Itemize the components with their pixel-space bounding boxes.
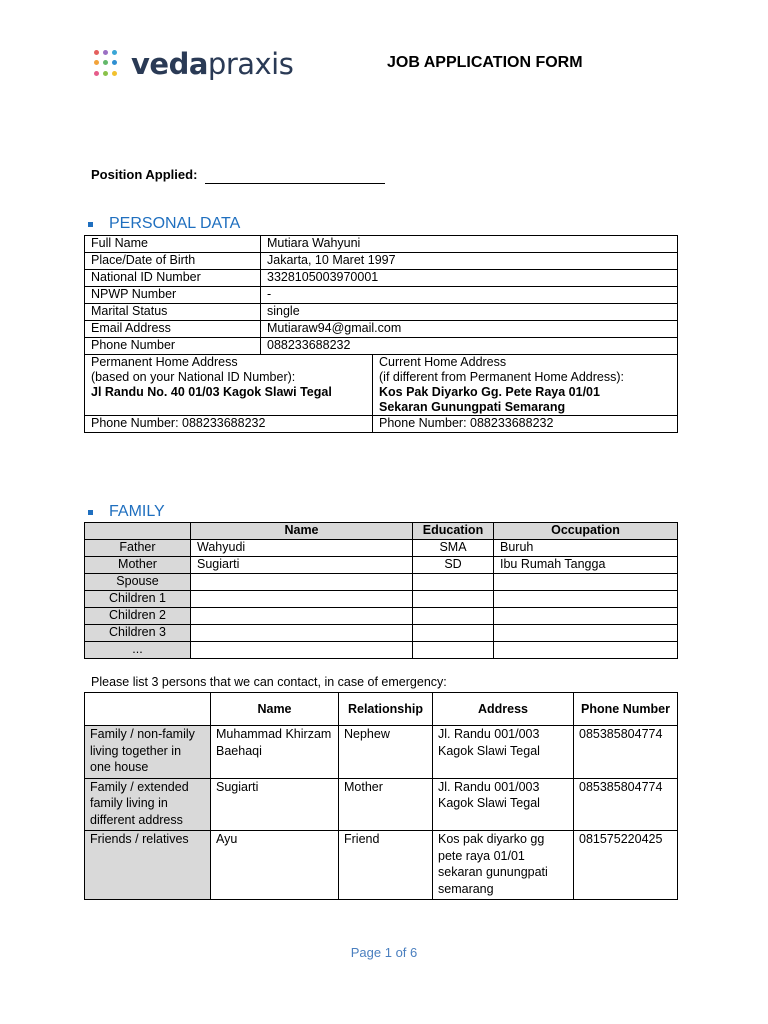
emergency-category-cell: Family / extended family living in different address bbox=[85, 778, 211, 831]
personal-row bbox=[85, 338, 678, 355]
family-row bbox=[85, 591, 678, 608]
emergency-name-cell: Ayu bbox=[211, 831, 339, 900]
family-relation-cell: Father bbox=[85, 540, 191, 557]
personal-label: Email Address bbox=[85, 321, 261, 338]
personal-data-table bbox=[84, 235, 678, 433]
logo-dot bbox=[94, 50, 99, 55]
emergency-address-cell: Jl. Randu 001/003 Kagok Slawi Tegal bbox=[433, 726, 574, 779]
bullet-icon bbox=[88, 222, 93, 227]
personal-label: Full Name bbox=[85, 236, 261, 253]
family-occupation-cell bbox=[494, 608, 678, 625]
family-name-cell bbox=[191, 574, 413, 591]
emergency-col-name: Name bbox=[211, 693, 339, 726]
family-occupation-cell bbox=[494, 625, 678, 642]
permanent-address-label: Permanent Home Address bbox=[91, 355, 238, 369]
current-phone: Phone Number: 088233688232 bbox=[373, 416, 678, 433]
logo-dot bbox=[94, 60, 99, 65]
family-occupation-cell bbox=[494, 642, 678, 659]
emergency-address-cell: Jl. Randu 001/003 Kagok Slawi Tegal bbox=[433, 778, 574, 831]
family-relation-cell: Children 2 bbox=[85, 608, 191, 625]
emergency-row bbox=[85, 831, 678, 900]
family-relation-cell: ... bbox=[85, 642, 191, 659]
logo-dots-icon bbox=[94, 50, 122, 78]
family-col-occupation: Occupation bbox=[494, 523, 678, 540]
personal-value: single bbox=[261, 304, 678, 321]
emergency-relationship-cell: Friend bbox=[339, 831, 433, 900]
current-address-label: Current Home Address bbox=[379, 355, 507, 369]
family-row bbox=[85, 574, 678, 591]
family-occupation-cell: Buruh bbox=[494, 540, 678, 557]
family-name-cell: Wahyudi bbox=[191, 540, 413, 557]
family-row bbox=[85, 625, 678, 642]
emergency-name-cell: Sugiarti bbox=[211, 778, 339, 831]
personal-data-heading bbox=[85, 215, 240, 233]
personal-value: Jakarta, 10 Maret 1997 bbox=[261, 253, 678, 270]
emergency-category-cell: Friends / relatives bbox=[85, 831, 211, 900]
personal-row bbox=[85, 321, 678, 338]
emergency-phone-cell: 085385804774 bbox=[574, 726, 678, 779]
family-row bbox=[85, 608, 678, 625]
family-col-relation bbox=[85, 523, 191, 540]
emergency-row bbox=[85, 778, 678, 831]
personal-data-title: PERSONAL DATA bbox=[109, 215, 241, 232]
family-row bbox=[85, 540, 678, 557]
personal-value: Mutiaraw94@gmail.com bbox=[261, 321, 678, 338]
current-address-cell bbox=[373, 355, 678, 416]
emergency-header-row bbox=[85, 693, 678, 726]
logo-dot bbox=[103, 50, 108, 55]
emergency-contacts-table bbox=[84, 692, 678, 900]
personal-row bbox=[85, 253, 678, 270]
family-name-cell bbox=[191, 625, 413, 642]
family-education-cell bbox=[413, 642, 494, 659]
current-address-value-2: Sekaran Gunungpati Semarang bbox=[379, 400, 566, 414]
personal-row bbox=[85, 236, 678, 253]
logo-dot bbox=[112, 71, 117, 76]
family-education-cell: SMA bbox=[413, 540, 494, 557]
family-name-cell bbox=[191, 608, 413, 625]
emergency-col-relationship: Relationship bbox=[339, 693, 433, 726]
personal-row bbox=[85, 304, 678, 321]
family-occupation-cell bbox=[494, 591, 678, 608]
emergency-phone-cell: 081575220425 bbox=[574, 831, 678, 900]
personal-label: Marital Status bbox=[85, 304, 261, 321]
address-row bbox=[85, 355, 678, 416]
family-col-education: Education bbox=[413, 523, 494, 540]
emergency-relationship-cell: Nephew bbox=[339, 726, 433, 779]
family-col-name: Name bbox=[191, 523, 413, 540]
vedapraxis-logo bbox=[94, 44, 293, 84]
permanent-address-cell bbox=[85, 355, 373, 416]
family-header-row bbox=[85, 523, 678, 540]
emergency-address-cell: Kos pak diyarko gg pete raya 01/01 sekaran gunungpati semarang bbox=[433, 831, 574, 900]
family-education-cell bbox=[413, 608, 494, 625]
permanent-phone: Phone Number: 088233688232 bbox=[85, 416, 373, 433]
page-number: Page 1 of 6 bbox=[350, 945, 418, 960]
personal-label: NPWP Number bbox=[85, 287, 261, 304]
logo-dot bbox=[103, 71, 108, 76]
family-education-cell bbox=[413, 591, 494, 608]
personal-label: Phone Number bbox=[85, 338, 261, 355]
emergency-col-phone: Phone Number bbox=[574, 693, 678, 726]
family-occupation-cell bbox=[494, 574, 678, 591]
position-applied-field[interactable] bbox=[205, 183, 385, 184]
family-education-cell: SD bbox=[413, 557, 494, 574]
emergency-name-cell: Muhammad Khirzam Baehaqi bbox=[211, 726, 339, 779]
logo-wordmark: vedapraxis bbox=[131, 47, 294, 81]
emergency-col-category bbox=[85, 693, 211, 726]
personal-row bbox=[85, 270, 678, 287]
family-occupation-cell: Ibu Rumah Tangga bbox=[494, 557, 678, 574]
form-title: JOB APPLICATION FORM bbox=[387, 54, 583, 71]
permanent-address-value: Jl Randu No. 40 01/03 Kagok Slawi Tegal bbox=[91, 385, 332, 399]
family-name-cell bbox=[191, 642, 413, 659]
family-row bbox=[85, 642, 678, 659]
emergency-category-cell: Family / non-family living together in one house bbox=[85, 726, 211, 779]
emergency-col-address: Address bbox=[433, 693, 574, 726]
emergency-relationship-cell: Mother bbox=[339, 778, 433, 831]
current-address-sublabel: (if different from Permanent Home Address): bbox=[379, 370, 625, 384]
emergency-phone-cell: 085385804774 bbox=[574, 778, 678, 831]
family-heading bbox=[85, 503, 165, 521]
family-table bbox=[84, 522, 678, 659]
family-education-cell bbox=[413, 574, 494, 591]
personal-label: Place/Date of Birth bbox=[85, 253, 261, 270]
personal-value: 088233688232 bbox=[261, 338, 678, 355]
emergency-note: Please list 3 persons that we can contact, in case of emergency: bbox=[91, 675, 447, 689]
address-phone-row bbox=[85, 416, 678, 433]
family-title: FAMILY bbox=[109, 503, 165, 520]
personal-value: Mutiara Wahyuni bbox=[261, 236, 678, 253]
personal-label: National ID Number bbox=[85, 270, 261, 287]
emergency-row bbox=[85, 726, 678, 779]
logo-dot bbox=[103, 60, 108, 65]
position-applied-label: Position Applied: bbox=[91, 167, 198, 182]
family-relation-cell: Mother bbox=[85, 557, 191, 574]
personal-value: - bbox=[261, 287, 678, 304]
family-relation-cell: Children 3 bbox=[85, 625, 191, 642]
current-address-value-1: Kos Pak Diyarko Gg. Pete Raya 01/01 bbox=[379, 385, 600, 399]
personal-value: 3328105003970001 bbox=[261, 270, 678, 287]
bullet-icon bbox=[88, 510, 93, 515]
family-name-cell: Sugiarti bbox=[191, 557, 413, 574]
personal-row bbox=[85, 287, 678, 304]
family-education-cell bbox=[413, 625, 494, 642]
family-relation-cell: Children 1 bbox=[85, 591, 191, 608]
family-relation-cell: Spouse bbox=[85, 574, 191, 591]
permanent-address-sublabel: (based on your National ID Number): bbox=[91, 370, 296, 384]
logo-dot bbox=[94, 71, 99, 76]
family-name-cell bbox=[191, 591, 413, 608]
logo-dot bbox=[112, 60, 117, 65]
family-row bbox=[85, 557, 678, 574]
logo-dot bbox=[112, 50, 117, 55]
